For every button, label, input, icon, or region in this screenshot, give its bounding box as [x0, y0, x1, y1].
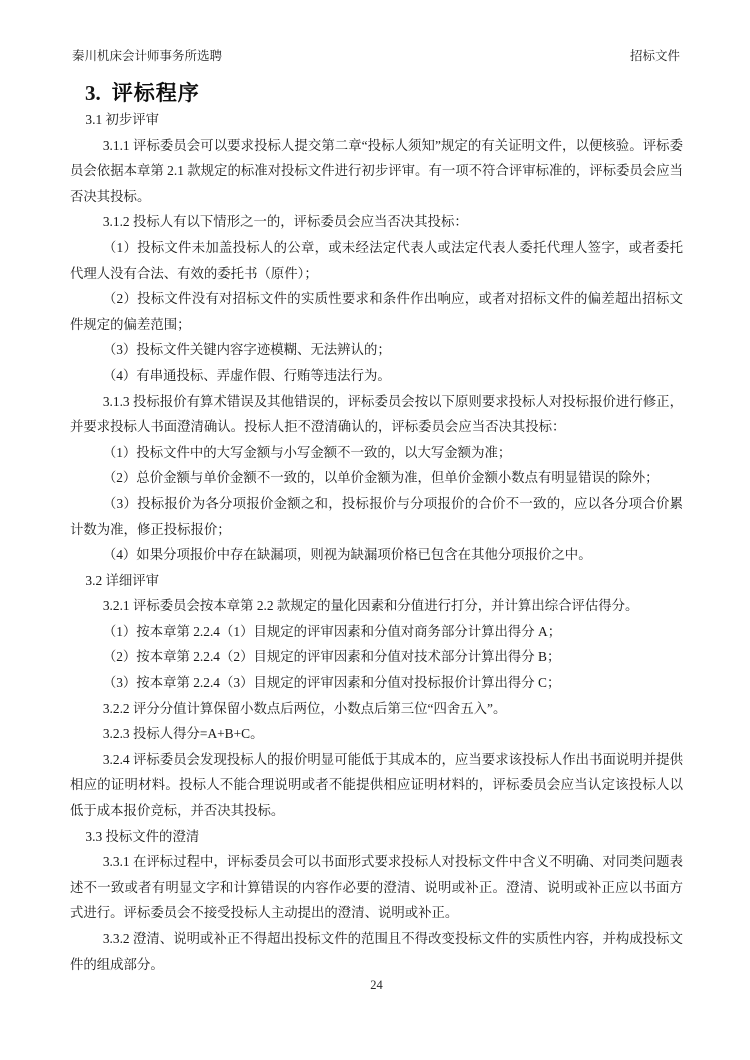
paragraph: 3.1.3 投标报价有算术错误及其他错误的，评标委员会按以下原则要求投标人对投标报价进行修正，并要求投标人书面澄清确认。投标人拒不澄清确认的，评标委员会应当否决其投标： [70, 393, 683, 435]
paragraph: （1）投标文件中的大写金额与小写金额不一致的，以大写金额为准； [102, 444, 512, 460]
paragraph: 3.3.1 在评标过程中，评标委员会可以书面形式要求投标人对投标文件中含义不明确、对同类问题表述不一致或者有明显文字和计算错误的内容作必要的澄清、说明或补正。澄清、说明或补正应以书面方式进行。评标委员会不接受投标人主动提出的澄清、说明或补正。 [70, 854, 683, 921]
paragraph: （2）总价金额与单价金额不一致的，以单价金额为准，但单价金额小数点有明显错误的除外； [102, 470, 659, 486]
paragraph: （1）投标文件未加盖投标人的公章，或未经法定代表人或法定代表人委托代理人签字，或者委托代理人没有合法、有效的委托书（原件）； [70, 239, 683, 281]
page-number: 24 [370, 978, 383, 992]
paragraph: （2）投标文件没有对招标文件的实质性要求和条件作出响应，或者对招标文件的偏差超出招标文件规定的偏差范围； [70, 291, 683, 332]
section-heading: 3.1 初步评审 [85, 112, 160, 127]
paragraph: （3）投标报价为各分项报价金额之和，投标报价与分项报价的合价不一致的，应以各分项合价累计数为准，修正投标报价； [70, 495, 683, 537]
page-title [85, 80, 680, 107]
paragraph: 3.2.3 投标人得分=A+B+C。 [102, 726, 264, 742]
paragraph: 3.2.2 评分分值计算保留小数点后两位，小数点后第三位“四舍五入”。 [102, 700, 507, 716]
paragraph: 3.1.1 评标委员会可以要求投标人提交第二章“投标人须知”规定的有关证明文件，以便核验。评标委员会依据本章第 2.1 款规定的标准对投标文件进行初步评审。有一项不符合评审标准的，评标委员会应当否决其投标。 [70, 137, 683, 204]
page-footer [70, 977, 683, 993]
paragraph: 3.2.1 评标委员会按本章第 2.2 款规定的量化因素和分值进行打分，并计算出综合评估得分。 [102, 598, 639, 614]
section-heading: 3.2 详细评审 [85, 572, 160, 588]
section-heading: 3.3 投标文件的澄清 [85, 828, 200, 844]
header-left-text: 秦川机床会计师事务所选聘 [72, 49, 223, 63]
paragraph: （4）有串通投标、弄虚作假、行贿等违法行为。 [102, 367, 391, 383]
paragraph: 3.3.2 澄清、说明或补正不得超出投标文件的范围且不得改变投标文件的实质性内容，并构成投标文件的组成部分。 [70, 931, 683, 972]
document-body [70, 107, 683, 977]
paragraph: （3）投标文件关键内容字迹模糊、无法辨认的； [102, 342, 391, 358]
page-header [72, 48, 680, 64]
paragraph: （2）按本章第 2.2.4（2）目规定的评审因素和分值对技术部分计算出得分 B； [102, 649, 561, 665]
paragraph: （4）如果分项报价中存在缺漏项，则视为缺漏项价格已包含在其他分项报价之中。 [102, 547, 592, 563]
paragraph: （3）按本章第 2.2.4（3）目规定的评审因素和分值对投标报价计算出得分 C； [102, 675, 561, 691]
title-number: 3. [85, 81, 101, 105]
title-text: 评标程序 [111, 82, 200, 105]
header-right-text: 招标文件 [629, 49, 680, 63]
paragraph: （1）按本章第 2.2.4（1）目规定的评审因素和分值对商务部分计算出得分 A； [102, 623, 562, 639]
paragraph: 3.1.2 投标人有以下情形之一的，评标委员会应当否决其投标： [102, 214, 468, 230]
paragraph: 3.2.4 评标委员会发现投标人的报价明显可能低于其成本的，应当要求该投标人作出书面说明并提供相应的证明材料。投标人不能合理说明或者不能提供相应证明材料的，评标委员会应当认定该投标人以低于成本报价竞标，并否决其投标。 [70, 751, 683, 819]
